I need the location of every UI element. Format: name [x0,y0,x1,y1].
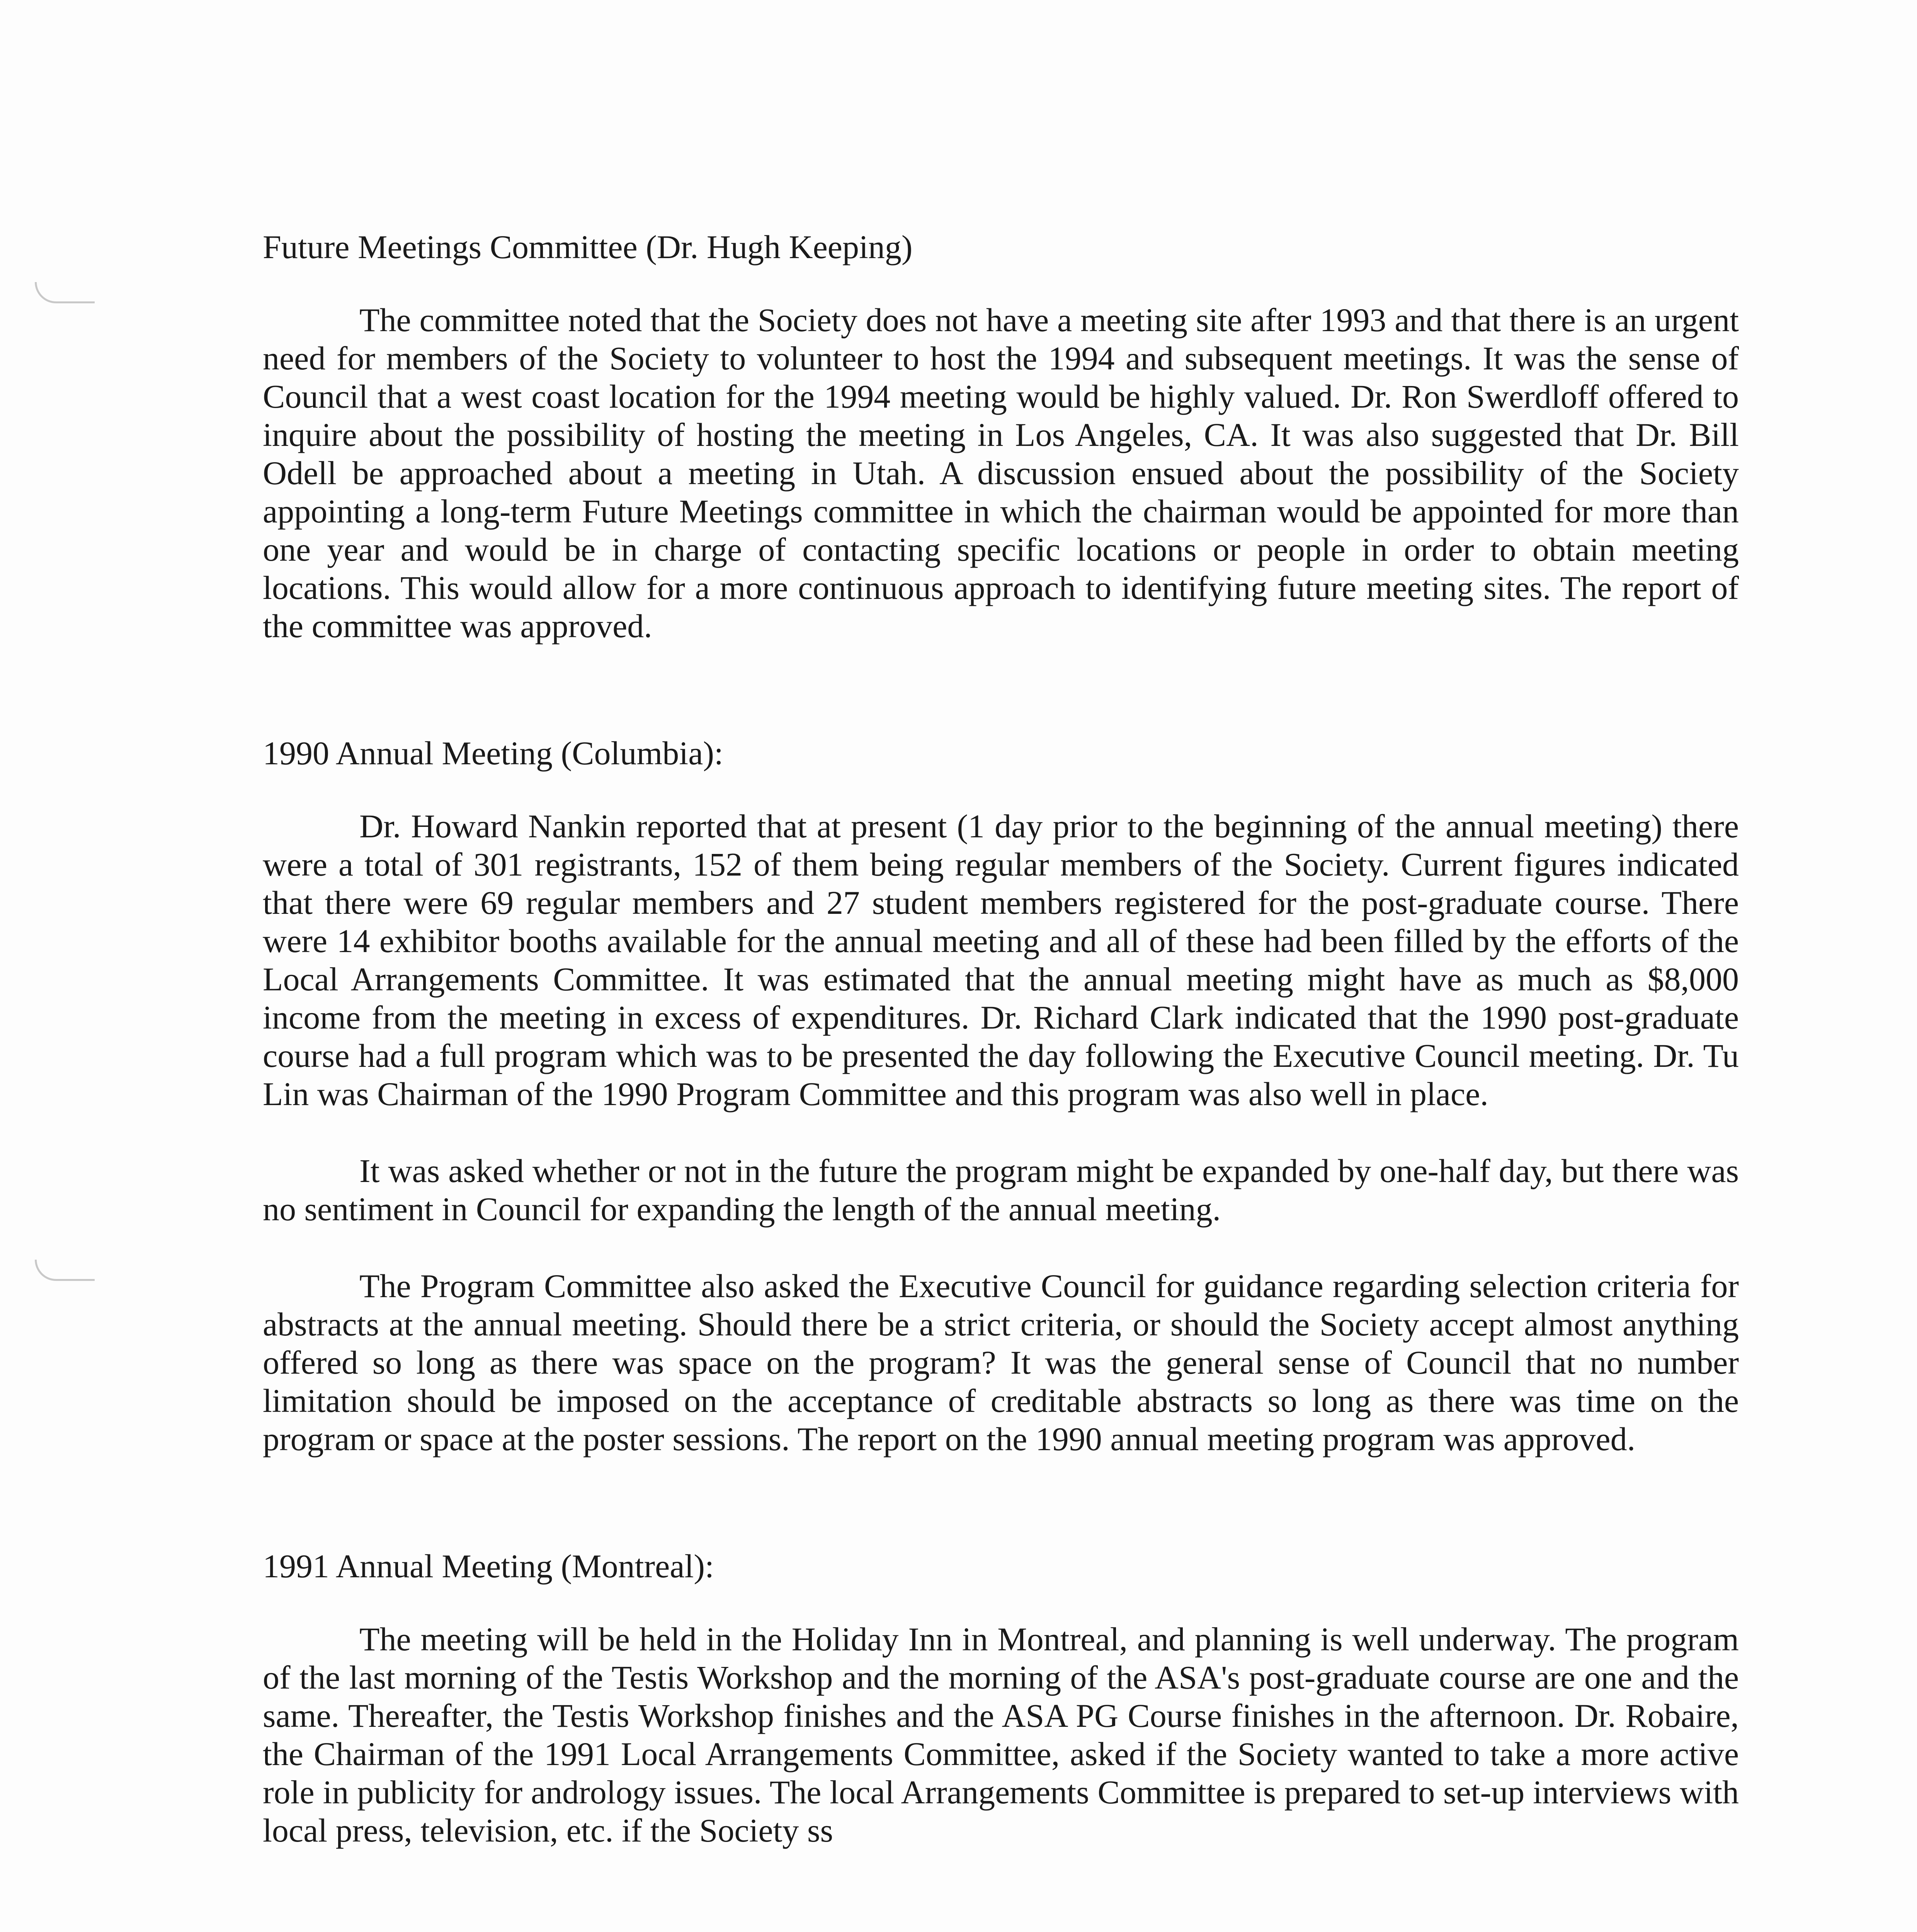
section-heading: 1990 Annual Meeting (Columbia): [263,735,723,772]
paragraph: The meeting will be held in the Holiday Inn in Montreal, and planning is well underway. The program of the last morning of the Testis Workshop and the morning of the ASA's post-graduate course are one and the same. Thereafter, the Testis Workshop finishes and the ASA PG Course finishes in the afternoon. Dr. Robaire, the Chairman of the 1991 Local Arrangements Committee, asked if the Society wanted to take a more active role in publicity for andrology issues. The local Arrangements Committee is prepared to set-up interviews with local press, television, etc. if the Society ss [263,1621,1739,1849]
section-heading: 1991 Annual Meeting (Montreal): [263,1548,714,1585]
section-1990-annual-meeting [263,734,1739,1458]
paragraph: The committee noted that the Society does not have a meeting site after 1993 and that there is an urgent need for members of the Society to volunteer to host the 1994 and subsequent meetings. It was the sense of Council that a west coast location for the 1994 meeting would be highly valued. Dr. Ron Swerdloff offered to inquire about the possibility of hosting the meeting in Los Angeles, CA. It was also suggested that Dr. Bill Odell be approached about a meeting in Utah. A discussion ensued about the possibility of the Society appointing a long-term Future Meetings committee in which the chairman would be appointed for more than one year and would be in charge of contacting specific locations or people in order to obtain meeting locations. This would allow for a more continuous approach to identifying future meeting sites. The report of the committee was approved. [263,301,1739,645]
paragraph: Dr. Howard Nankin reported that at present (1 day prior to the beginning of the annual meeting) there were a total of 301 registrants, 152 of them being regular members of the Society. Current figures indicated that there were 69 regular members and 27 student members registered for the post-graduate course. There were 14 exhibitor booths available for the annual meeting and all of these had been filled by the efforts of the Local Arrangements Committee. It was estimated that the annual meeting might have as much as $8,000 income from the meeting in excess of expenditures. Dr. Richard Clark indicated that the 1990 post-graduate course had a full program which was to be presented the day following the Executive Council meeting. Dr. Tu Lin was Chairman of the 1990 Program Committee and this program was also well in place. [263,808,1739,1112]
section-1991-annual-meeting [263,1547,1739,1850]
document-body [263,228,1739,1850]
section-heading: Future Meetings Committee (Dr. Hugh Keeping) [263,228,913,265]
paragraph: It was asked whether or not in the future the program might be expanded by one-half day, but there was no sentiment in Council for expanding the length of the annual meeting. [263,1152,1739,1228]
scan-artifact-mark [35,1260,95,1281]
paragraph: The Program Committee also asked the Executive Council for guidance regarding selection criteria for abstracts at the annual meeting. Should there be a strict criteria, or should the Society accept almost anything offered so long as there was space on the program? It was the general sense of Council that no number limitation should be imposed on the acceptance of creditable abstracts so long as there was time on the program or space at the poster sessions. The report on the 1990 annual meeting program was approved. [263,1267,1739,1458]
scan-artifact-mark [35,282,95,303]
section-future-meetings [263,228,1739,645]
